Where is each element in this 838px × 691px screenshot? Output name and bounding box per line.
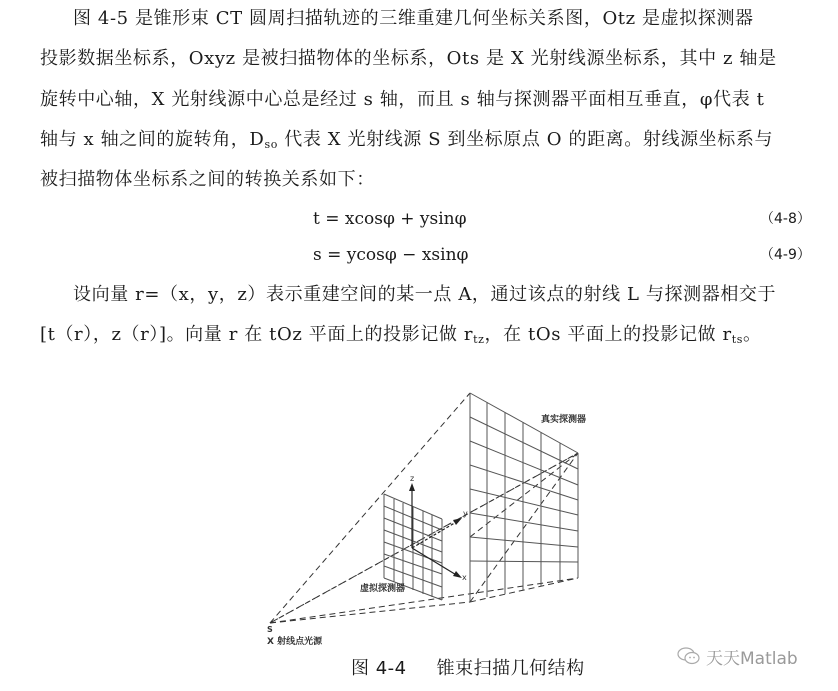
equation-4-9: s = ycosφ − xsinφ [313, 245, 469, 265]
rtz-subscript: tz [473, 333, 485, 346]
axis-z-label: z [410, 474, 415, 483]
line4-start: 轴与 x 轴之间的旋转角， [40, 129, 250, 150]
real-detector-label: 真实探测器 [541, 415, 587, 425]
axis-x-label: x [462, 573, 467, 582]
paragraph2-line1: 设向量 r=（x，y，z）表示重建空间的某一点 A，通过该点的射线 L 与探测器相交于 [73, 284, 777, 305]
paragraph1-line2: 投影数据坐标系，Oxyz 是被扫描物体的坐标系，Ots 是 X 光射线源坐标系，其中 z 轴是 [40, 48, 777, 69]
source-description-label: X 射线点光源 [267, 637, 323, 647]
x-arrow-icon [453, 571, 462, 578]
watermark-text: 天天Matlab [706, 649, 798, 669]
virtual-detector-label: 虚拟探测器 [360, 584, 406, 594]
equation-number-4-9: （4-9） [760, 247, 811, 263]
paragraph1-line5: 被扫描物体坐标系之间的转换关系如下： [40, 169, 375, 190]
y-arrow-icon [453, 518, 462, 525]
caption-number: 图 4-4 [351, 658, 407, 679]
rts-subscript: ts [731, 333, 743, 346]
source-point-label: S [267, 625, 273, 634]
watermark [676, 646, 798, 672]
figure-caption [351, 657, 585, 681]
p2-line2-a: [t（r），z（r）]。向量 r 在 tOz 平面上的投影记做 r [40, 324, 474, 345]
dso-symbol: D [249, 129, 265, 150]
p2-line2-c: 。 [742, 324, 762, 345]
y-axis [412, 521, 458, 548]
wechat-icon [676, 646, 702, 672]
p2-line2-b: ，在 tOs 平面上的投影记做 r [484, 324, 732, 345]
dso-subscript: so [264, 138, 278, 151]
z-arrow-icon [409, 483, 415, 491]
axis-y-label: y [463, 509, 468, 518]
caption-text: 锥束扫描几何结构 [436, 658, 585, 679]
paragraph1-line1: 图 4-5 是锥形束 CT 圆周扫描轨迹的三维重建几何坐标关系图，Otz 是虚拟探测器 [73, 8, 754, 29]
line4-rest: 代表 X 光射线源 S 到坐标原点 O 的距离。射线源坐标系与 [277, 129, 774, 150]
equation-4-8: t = xcosφ + ysinφ [313, 209, 467, 229]
paragraph1-line3: 旋转中心轴，X 光射线源中心总是经过 s 轴，而且 s 轴与探测器平面相互垂直，φ代表 t [40, 89, 765, 110]
equation-number-4-8: （4-8） [760, 211, 811, 227]
